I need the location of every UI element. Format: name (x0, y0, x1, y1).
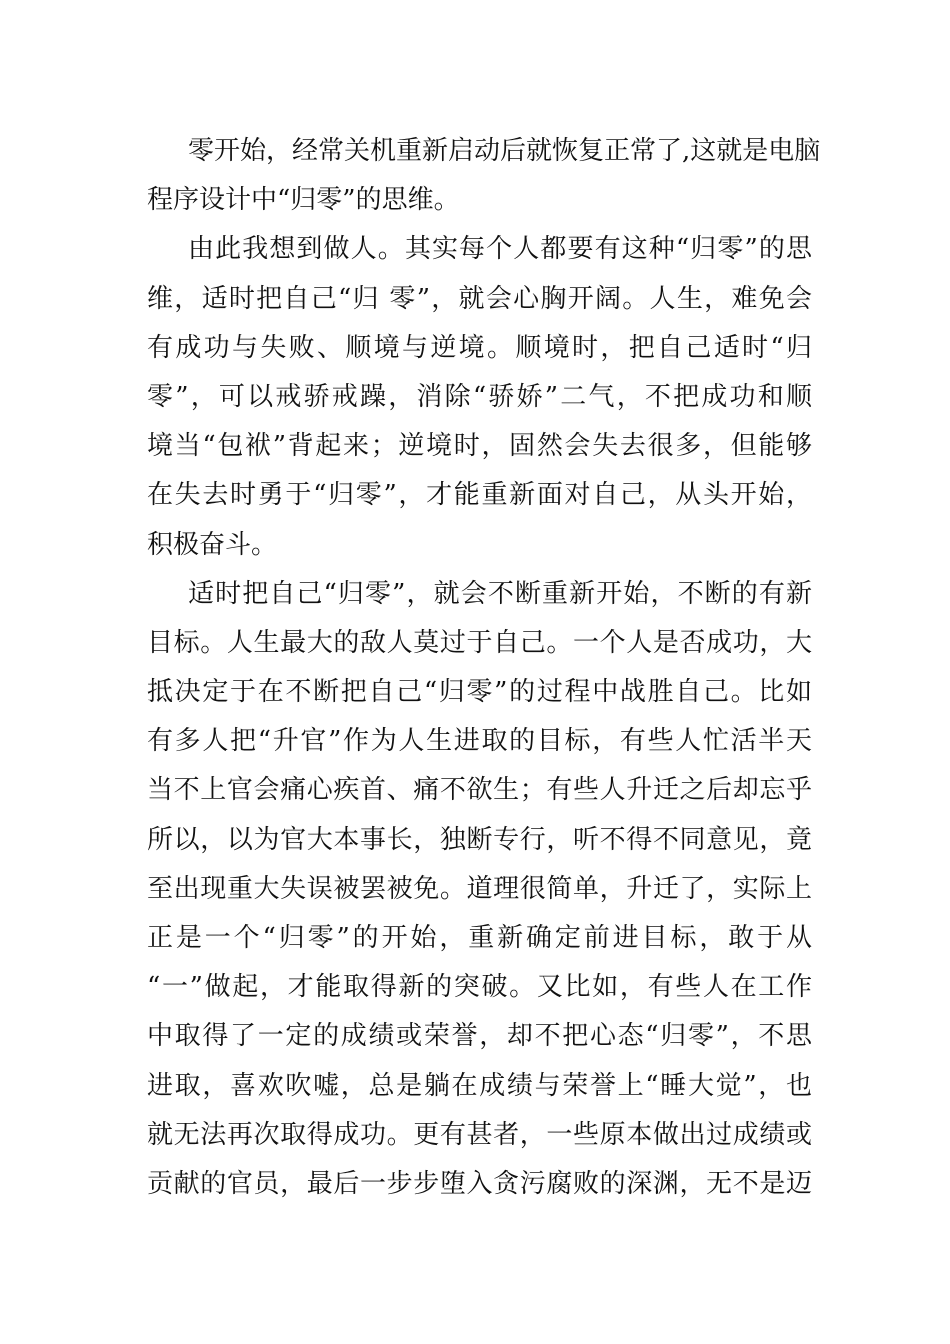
text-line: 程序设计中“归零”的思维。 (147, 185, 460, 216)
text-line: 抵决定于在不断把自己“归零”的过程中战胜自己。比如 (147, 677, 812, 708)
text-line: 就无法再次取得成功。更有甚者，一些原本做出过成绩或 (147, 1119, 812, 1150)
text-line: 有多人把“升官”作为人生进取的目标，有些人忙活半天 (147, 726, 812, 757)
text-line: 由此我想到做人。其实每个人都要有这种“归零”的思 (188, 234, 812, 265)
text-line: 维，适时把自己“归 零”，就会心胸开阔。人生，难免会 (147, 283, 812, 314)
text-line: 中取得了一定的成绩或荣誉，却不把心态“归零”，不思 (147, 1021, 812, 1052)
text-line: 当不上官会痛心疾首、痛不欲生；有些人升迁之后却忘乎 (147, 775, 812, 806)
text-line: “一”做起，才能取得新的突破。又比如，有些人在工作 (147, 972, 812, 1003)
text-line: 零开始，经常关机重新启动后就恢复正常了,这就是电脑 (188, 136, 821, 166)
text-line: 目标。人生最大的敌人莫过于自己。一个人是否成功，大 (147, 627, 812, 658)
text-line: 有成功与失败、顺境与逆境。顺境时，把自己适时“归 (147, 332, 812, 363)
text-line: 积极奋斗。 (147, 529, 278, 560)
body-text (147, 127, 821, 1209)
text-line: 至出现重大失误被罢被免。道理很简单，升迁了，实际上 (147, 873, 812, 904)
text-line: 境当“包袱”背起来；逆境时，固然会失去很多，但能够 (147, 431, 812, 462)
text-line: 所以，以为官大本事长，独断专行，听不得不同意见，竟 (147, 824, 812, 855)
text-line: 适时把自己“归零”，就会不断重新开始，不断的有新 (188, 578, 812, 609)
text-line: 正是一个“归零”的开始，重新确定前进目标，敢于从 (147, 923, 812, 953)
text-line: 进取，喜欢吹嘘，总是躺在成绩与荣誉上“睡大觉”，也 (147, 1070, 812, 1101)
text-line: 零”，可以戒骄戒躁，消除“骄娇”二气，不把成功和顺 (147, 381, 812, 412)
text-line: 贡献的官员，最后一步步堕入贪污腐败的深渊，无不是迈 (147, 1168, 812, 1199)
text-line: 在失去时勇于“归零”，才能重新面对自己，从头开始， (147, 480, 812, 511)
